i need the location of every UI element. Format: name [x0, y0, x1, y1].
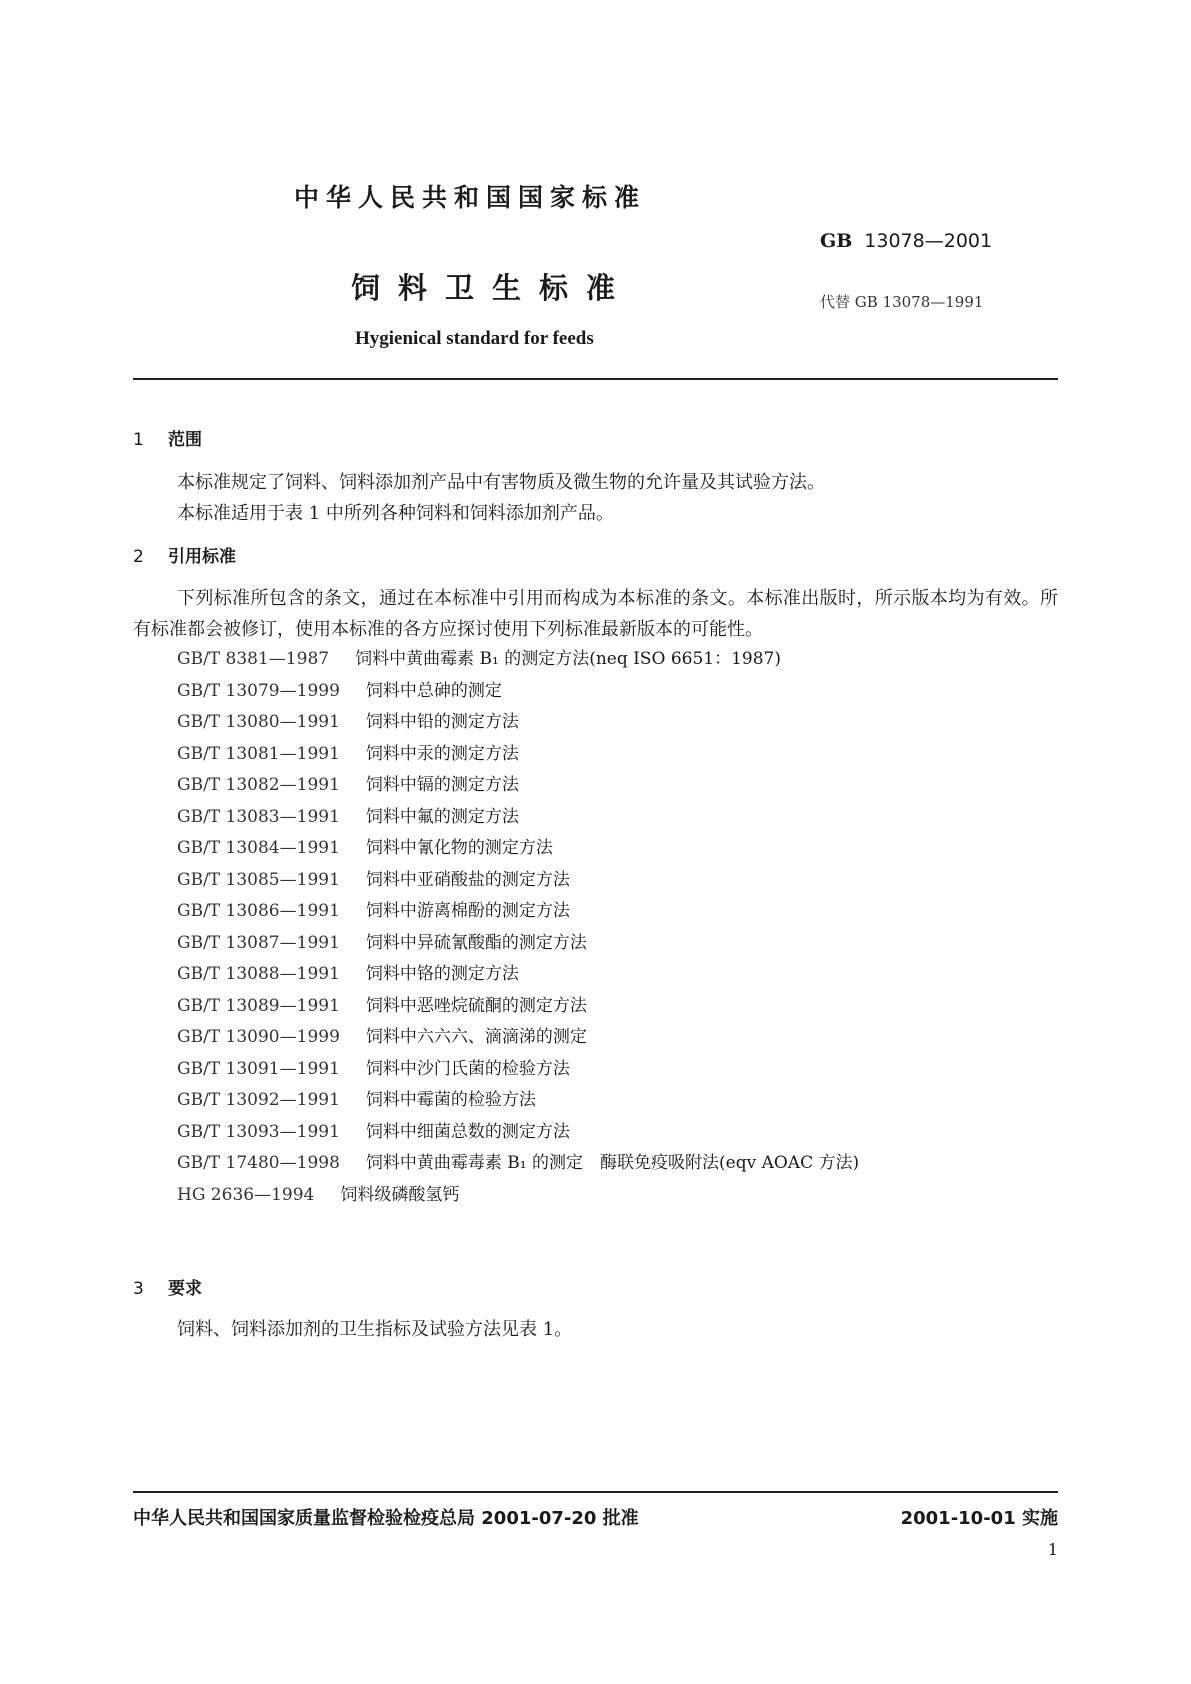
reference-code: GB/T 13080—1991: [177, 712, 340, 732]
replaces-note: 代替 GB 13078—1991: [820, 293, 984, 311]
references-intro: 下列标准所包含的条文，通过在本标准中引用而构成为本标准的条文。本标准出版时，所示版本均为有效。所有标准都会被修订，使用本标准的各方应探讨使用下列标准最新版本的可能性。: [133, 588, 1058, 640]
reference-title: 饲料中亚硝酸盐的测定方法: [365, 869, 570, 890]
reference-code: GB/T 13079—1999: [177, 680, 340, 701]
reference-item: [177, 1085, 859, 1117]
reference-item: [177, 833, 859, 865]
reference-item: [177, 1148, 859, 1180]
national-standard-heading: 中华人民共和国国家标准: [294, 183, 647, 212]
section-number: 2: [133, 547, 144, 567]
reference-item: [177, 1180, 859, 1212]
document-title: 饲料卫生标准: [351, 271, 634, 305]
standard-number: [820, 230, 992, 252]
reference-title: 饲料中细菌总数的测定方法: [365, 1121, 570, 1142]
reference-item: [177, 802, 859, 834]
reference-title: 饲料中镉的测定方法: [365, 775, 519, 795]
reference-code: GB/T 13081—1991: [177, 743, 340, 764]
section-number: 1: [133, 430, 144, 450]
reference-item: [177, 991, 859, 1023]
reference-item: [177, 1117, 859, 1149]
reference-item: [177, 770, 859, 802]
reference-title: 饲料中异硫氰酸酯的测定方法: [365, 932, 587, 953]
reference-code: GB/T 13082—1991: [177, 775, 340, 795]
reference-code: GB/T 17480—1998: [177, 1153, 340, 1173]
section-title: 要求: [168, 1279, 202, 1299]
reference-item: [177, 676, 859, 708]
reference-code: GB/T 13089—1991: [177, 995, 340, 1016]
reference-item: [177, 1022, 859, 1054]
reference-item: [177, 865, 859, 897]
reference-title: 饲料中铬的测定方法: [365, 964, 519, 984]
reference-item: [177, 928, 859, 960]
effective-date: 2001-10-01 实施: [900, 1508, 1058, 1529]
reference-code: GB/T 13092—1991: [177, 1090, 340, 1110]
reference-item: [177, 959, 859, 991]
reference-code: GB/T 13093—1991: [177, 1121, 340, 1142]
reference-code: GB/T 13087—1991: [177, 932, 340, 953]
references-list: [177, 644, 859, 1211]
reference-code: GB/T 13083—1991: [177, 806, 340, 827]
reference-title: 饲料中黄曲霉素 B₁ 的测定方法(neq ISO 6651：1987): [355, 649, 781, 669]
reference-title: 饲料级磷酸氢钙: [340, 1184, 460, 1205]
reference-title: 饲料中霉菌的检验方法: [365, 1090, 536, 1110]
reference-title: 饲料中氰化物的测定方法: [365, 838, 553, 858]
reference-code: GB/T 13091—1991: [177, 1058, 340, 1079]
section-number: 3: [133, 1279, 144, 1299]
reference-code: GB/T 13086—1991: [177, 901, 340, 921]
page-number: 1: [1047, 1540, 1058, 1559]
reference-title: 饲料中恶唑烷硫酮的测定方法: [365, 995, 587, 1016]
standard-code: 13078—2001: [864, 230, 993, 252]
issuer-approval: 中华人民共和国国家质量监督检验检疫总局 2001-07-20 批准: [133, 1508, 639, 1529]
reference-title: 饲料中沙门氏菌的检验方法: [365, 1058, 570, 1079]
reference-item: [177, 644, 859, 676]
reference-title: 饲料中氟的测定方法: [365, 806, 519, 827]
english-title: Hygienical standard for feeds: [355, 328, 594, 349]
reference-code: GB/T 13090—1999: [177, 1027, 340, 1047]
section-title: 范围: [168, 430, 202, 450]
reference-title: 饲料中黄曲霉毒素 B₁ 的测定 酶联免疫吸附法(eqv AOAC 方法): [365, 1153, 860, 1173]
reference-item: [177, 707, 859, 739]
standard-prefix: GB: [820, 230, 853, 252]
reference-code: HG 2636—1994: [177, 1184, 315, 1205]
section-title: 引用标准: [168, 547, 236, 567]
reference-code: GB/T 13084—1991: [177, 838, 340, 858]
header-divider: [133, 378, 1058, 380]
requirements-paragraph: 饲料、饲料添加剂的卫生指标及试验方法见表 1。: [177, 1319, 573, 1340]
reference-title: 饲料中总砷的测定: [365, 680, 502, 701]
reference-item: [177, 1054, 859, 1086]
reference-title: 饲料中游离棉酚的测定方法: [365, 901, 570, 921]
reference-code: GB/T 13085—1991: [177, 869, 340, 890]
footer-divider: [133, 1491, 1058, 1493]
reference-item: [177, 739, 859, 771]
reference-code: GB/T 8381—1987: [177, 649, 330, 669]
section-heading-requirements: [133, 1274, 202, 1299]
reference-item: [177, 896, 859, 928]
reference-code: GB/T 13088—1991: [177, 964, 340, 984]
reference-title: 饲料中六六六、滴滴涕的测定: [365, 1027, 587, 1047]
section-heading-scope: [133, 425, 202, 450]
scope-paragraph-2: 本标准适用于表 1 中所列各种饲料和饲料添加剂产品。: [177, 503, 614, 524]
reference-title: 饲料中汞的测定方法: [365, 743, 519, 764]
section-heading-references: [133, 542, 236, 567]
scope-paragraph-1: 本标准规定了饲料、饲料添加剂产品中有害物质及微生物的允许量及其试验方法。: [177, 472, 825, 493]
reference-title: 饲料中铅的测定方法: [365, 712, 519, 732]
